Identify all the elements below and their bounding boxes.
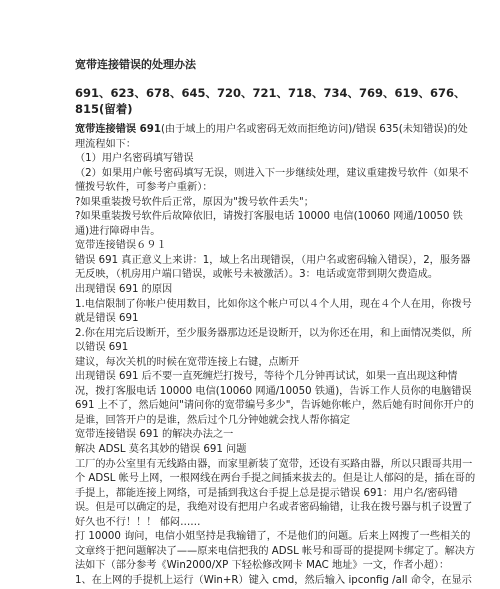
body-line: （1）用户名密码填写错误 <box>75 153 194 165</box>
body-line: 1、在上网的手提机上运行（Win+R）键入 cmd，然后输入 ipconfig /all 命令，在显示 <box>75 574 472 586</box>
body-line: 出现错误 691 后不要一直死缠烂打拨号，等待个几分钟再试试，如果一直出现这种情况，拨打客服电话 10000 电信(10060 网通/10050 铁通)，告诉工作人员你的电脑错误 691 上不了，然后她问"请问你的宽带编号多少"，告诉她你帐户，然后她有时间你开户的是谁，回答开户的是谁，然后过个几分钟她就会找人帮你搞定 <box>75 371 474 426</box>
body-line: （2）如果用户帐号密码填写无误，则进入下一步继续处理，建议重建拨号软件（如果不懂拨号软件，可参考户重新）： <box>75 167 469 194</box>
body-line: ?如果重装拨号软件后故障依旧，请拨打客服电话 10000 电信(10060 网通/10050 铁通)进行障碍申告。 <box>75 211 463 237</box>
body-line: ?如果重装拨号软件后正常，原因为"拨号软件丢失"； <box>75 196 314 208</box>
intro-rest-text: (由于域上的用户名或密码无效而拒绝访问)/错误 635(未知错误)的处理流程如下： <box>75 124 468 150</box>
intro-bold-text: 宽带连接错误 691 <box>75 124 161 135</box>
body-line: 出现错误 691 的原因 <box>75 284 173 296</box>
body-line: 解决 ADSL 莫名其妙的错误 691 问题 <box>75 444 247 456</box>
body-line: 建议，每次关机的时候在宽带连接上右键，点断开 <box>75 356 300 368</box>
article-title: 宽带连接错误的处理办法 <box>75 58 196 71</box>
body-line: 错误 691 真正意义上来讲：1，域上名出现错误，（用户名或密码输入错误），2，服务器无反映，（机房用户端口错误，或帐号未被激活）。3：电话或宽带到期欠费造成。 <box>75 254 471 281</box>
article-body <box>75 123 476 589</box>
intro-paragraph <box>75 123 476 152</box>
body-line: 打 10000 询问，电信小姐坚持是我输错了，不是他们的问题。后来上网搜了一些相关的文章终于把问题解决了——原来电信把我的 ADSL 帐号和哥哥的提提网卡绑定了。解决方法如下（部分参考《Win2000/XP 下轻松修改网卡 MAC 地址》一文，作者小超）： <box>75 531 476 572</box>
body-line: 2.你在用完后设断开，至少服务器那边还是设断开，以为你还在用，和上面情况类似，所以错误 691 <box>75 327 472 354</box>
body-line: 宽带连接错误 691 的解决办法之一 <box>75 429 234 441</box>
error-code-list: 691、623、678、645、720、721、718、734、769、619、676、815(留着) <box>75 86 466 116</box>
body-line: 宽带连接错误６９１ <box>75 240 167 252</box>
body-line: 1.电信限制了你帐户使用数目，比如你这个帐户可以４个人用，现在４个人在用，你拨号就是错误 691 <box>75 298 472 325</box>
body-line: 工厂的办公室里有无线路由器，而家里新装了宽带，还设有买路由器，所以只跟哥共用一个 ADSL 帐号上网，一根网线在两台手提之间插来拔去的。但是让人郁闷的是，插在哥的手提上，都能连接上网络，可是插到我这台手提上总是提示错误 691：用户名/密码错误。但是可以确定的是，我绝对设有把用户名或者密码输错，让我在拨号器与机子设置了好久也不行！！！ 郁闷…… <box>75 458 476 528</box>
